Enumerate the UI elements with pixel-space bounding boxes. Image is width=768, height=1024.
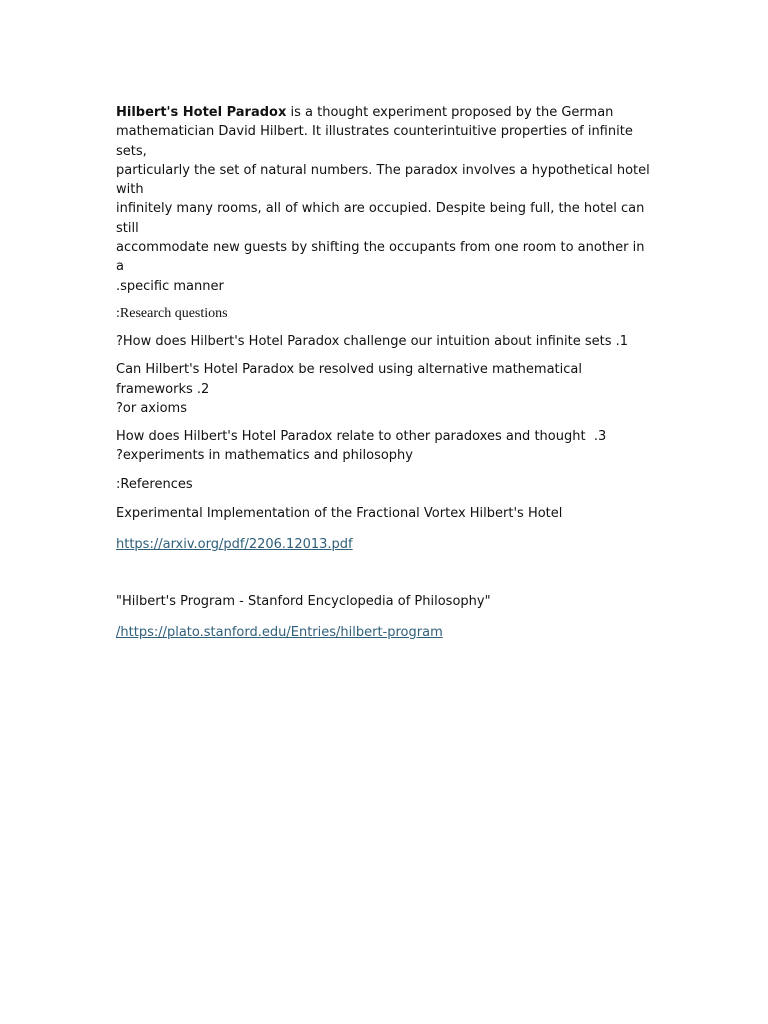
intro-line-6: .specific manner — [116, 278, 224, 294]
reference-2-title: "Hilbert's Program - Stanford Encyclopedia of Philosophy" — [116, 593, 491, 609]
references-heading: :References — [116, 476, 193, 492]
reference-1-link[interactable]: https://arxiv.org/pdf/2206.12013.pdf — [116, 537, 353, 553]
reference-1-link-row — [116, 533, 656, 554]
question-2-line-1: Can Hilbert's Hotel Paradox be resolved using alternative mathematical frameworks .2 — [116, 362, 582, 397]
question-3-line-2: ?experiments in mathematics and philosophy — [116, 448, 413, 464]
reference-2-link-row — [116, 621, 656, 642]
intro-line-3: particularly the set of natural numbers. The paradox involves a hypothetical hotel with — [116, 162, 650, 198]
document-body — [116, 103, 656, 642]
intro-line-2: mathematician David Hilbert. It illustrates counterintuitive properties of infinite sets, — [116, 124, 633, 159]
intro-line-1 — [116, 103, 656, 122]
question-2 — [116, 360, 656, 418]
question-2-line-2: ?or axioms — [116, 400, 187, 416]
reference-1-title: Experimental Implementation of the Fractional Vortex Hilbert's Hotel — [116, 506, 563, 522]
intro-paragraph — [116, 103, 656, 296]
question-3-line-1: How does Hilbert's Hotel Paradox relate to other paradoxes and thought .3 — [116, 429, 607, 445]
research-questions-heading: :Research questions — [116, 305, 228, 321]
question-1 — [116, 332, 656, 351]
intro-line-1-rest: is a thought experiment proposed by the German — [286, 105, 614, 120]
question-3 — [116, 427, 656, 466]
intro-line-4: infinitely many rooms, all of which are occupied. Despite being full, the hotel can still — [116, 201, 645, 236]
intro-line-5: accommodate new guests by shifting the occupants from one room to another in a — [116, 240, 645, 275]
reference-2-link[interactable]: /https://plato.stanford.edu/Entries/hilbert-program — [116, 624, 443, 640]
intro-bold-term: Hilbert's Hotel Paradox — [116, 105, 287, 120]
question-1-line-1: ?How does Hilbert's Hotel Paradox challenge our intuition about infinite sets .1 — [116, 333, 629, 349]
